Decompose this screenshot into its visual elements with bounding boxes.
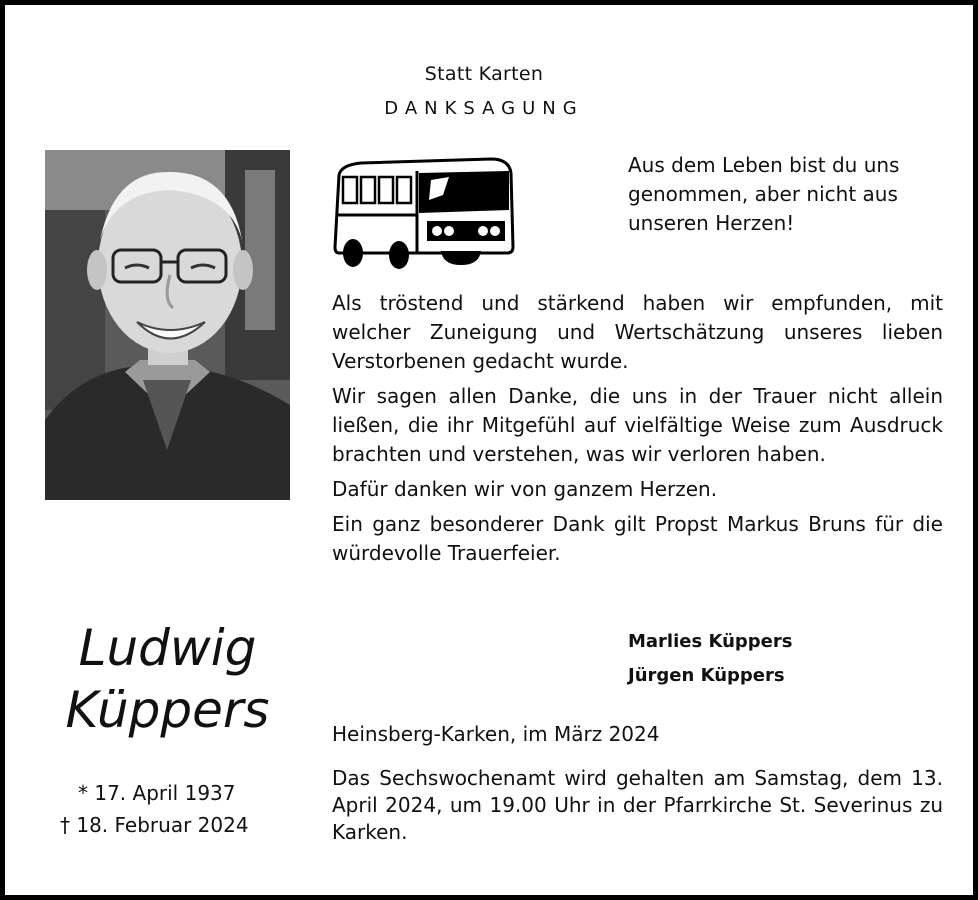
bus-icon [331,155,516,270]
memorial-quote [628,151,948,238]
death-date: † 18. Februar 2024 [60,813,249,837]
first-name: Ludwig [78,619,257,677]
birth-date: * 17. April 1937 [78,781,236,805]
place-date: Heinsberg-Karken, im März 2024 [332,722,660,746]
signers [628,625,792,693]
portrait-illustration [45,150,290,500]
signer-name: Jürgen Küppers [628,665,785,686]
deceased-name [45,617,290,741]
page-title: DANKSAGUNG [384,98,584,119]
life-dates [60,777,249,841]
signer-name: Marlies Küppers [628,631,793,652]
quote-line: genommen, aber nicht aus [628,182,898,206]
quote-line: unseren Herzen! [628,211,795,235]
quote-line: Aus dem Leben bist du uns [628,153,900,177]
thanks-text [332,289,943,574]
last-name: Küppers [65,681,270,739]
thanks-paragraph: Dafür danken wir von ganzem Herzen. [332,477,718,501]
thanks-paragraph: Ein ganz besonderer Dank gilt Propst Markus Bruns für die würdevolle Trauerfeier. [332,512,943,565]
portrait-photo [45,150,290,500]
service-announcement: Das Sechswochenamt wird gehalten am Samstag, dem 13. April 2024, um 19.00 Uhr in der Pfarrkirche St. Severinus zu Karken. [332,766,943,844]
thanks-paragraph: Wir sagen allen Danke, die uns in der Trauer nicht allein ließen, die ihr Mitgefühl auf vielfältige Weise zum Ausdruck brachten und verstehen, was wir verloren haben. [332,384,943,466]
thanks-paragraph: Als tröstend und stärkend haben wir empfunden, mit welcher Zuneigung und Wertschätzung unseres lieben Verstorbenen gedacht wurde. [332,291,943,373]
pre-title: Statt Karten [424,63,544,85]
